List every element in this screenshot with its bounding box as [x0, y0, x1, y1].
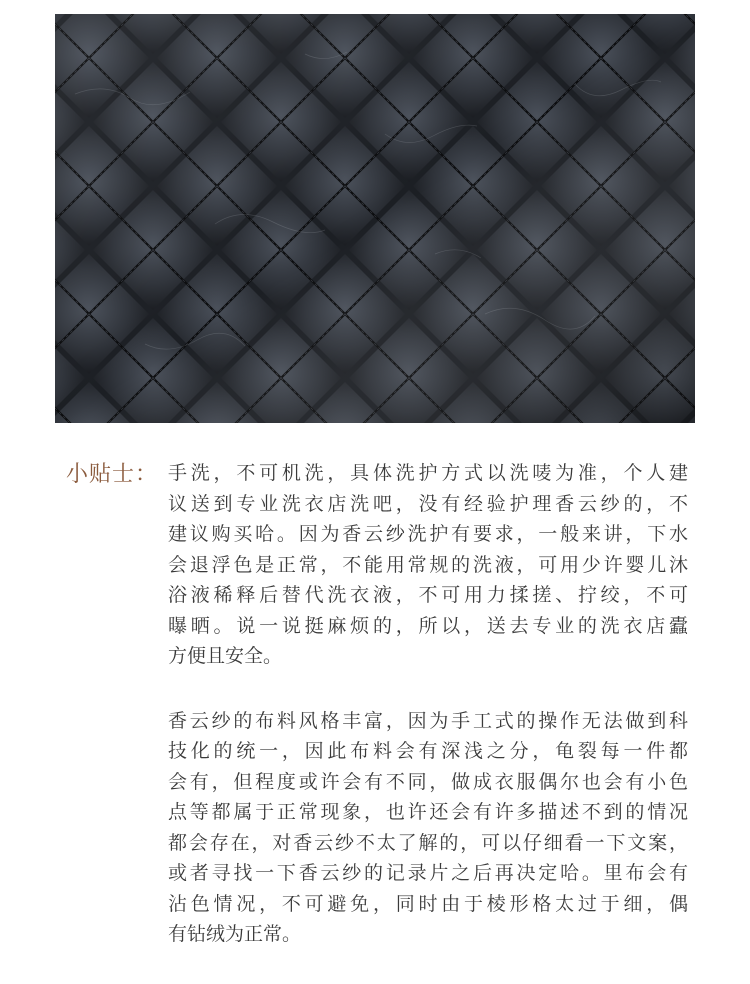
tips-paragraph-washing — [168, 458, 688, 672]
tips-label: 小贴士： — [66, 462, 159, 487]
quilted-fabric-illustration — [55, 14, 695, 423]
tips-body — [168, 458, 688, 984]
quilted-fabric-photo — [55, 14, 695, 423]
text-line: 手洗，不可机洗，具体洗护方式以洗唛为准，个人建 — [168, 462, 688, 484]
text-line: 方便且安全。 — [168, 645, 283, 667]
text-line: 沾色情况，不可避免，同时由于棱形格太过于细，偶 — [168, 892, 688, 915]
text-line: 香云纱的布料风格丰富，因为手工式的操作无法做到科 — [168, 709, 688, 732]
text-line: 会退浮色是正常，不能用常规的洗液，可用少许婴儿沐 — [168, 553, 688, 576]
text-line: 都会存在，对香云纱不太了解的，可以仔细看一下文案， — [168, 831, 688, 854]
text-line: 浴液稀释后替代洗衣液，不可用力揉搓、拧绞，不可 — [168, 584, 688, 606]
text-line: 会有，但程度或许会有不同，做成衣服偶尔也会有小色 — [168, 770, 688, 793]
text-line: 议送到专业洗衣店洗吧，没有经验护理香云纱的，不 — [168, 492, 688, 515]
text-line: 有钻绒为正常。 — [168, 923, 302, 945]
tips-paragraph-fabric — [168, 706, 688, 950]
text-line: 技化的统一，因此布料会有深浅之分，龟裂每一件都 — [168, 740, 688, 762]
text-line: 或者寻找一下香云纱的记录片之后再决定哈。里布会有 — [168, 862, 688, 884]
text-line: 建议购买哈。因为香云纱洗护有要求，一般来讲，下水 — [168, 523, 688, 545]
text-line: 曝晒。说一说挺麻烦的，所以，送去专业的洗衣店蠹 — [168, 614, 688, 637]
text-line: 点等都属于正常现象，也许还会有许多描述不到的情况 — [168, 801, 688, 823]
